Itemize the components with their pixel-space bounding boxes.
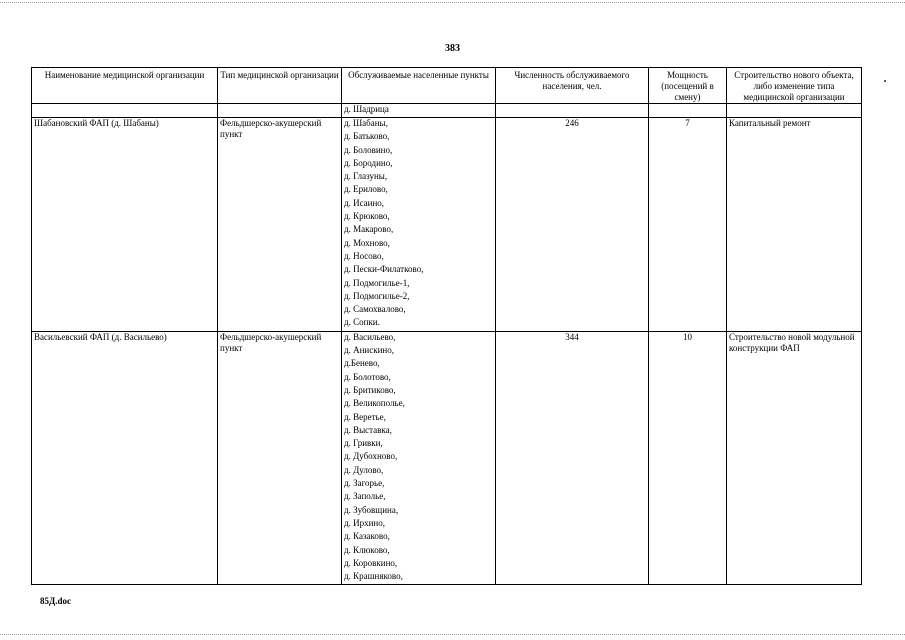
cell-population: 344: [496, 331, 649, 585]
settlement-item: д. Веретье,: [344, 411, 386, 422]
settlement-item: д. Крашняково,: [344, 571, 403, 582]
settlement-item: д. Загорье,: [344, 478, 385, 489]
settlement-item: д.Бенево,: [344, 358, 380, 369]
scan-edge-top: [0, 2, 905, 3]
facilities-table: [31, 67, 862, 585]
settlement-item: д. Бородино,: [344, 157, 393, 168]
table-row-vasilevo: [32, 331, 862, 585]
settlement-item: д. Анискино,: [344, 345, 394, 356]
page-number: 383: [445, 43, 460, 54]
cell-organization-name: Шабановский ФАП (д. Шабаны): [32, 118, 218, 332]
cell-capacity: 10: [649, 331, 727, 585]
table-row-continuation: [32, 104, 862, 118]
settlement-item: д. Болотово,: [344, 371, 391, 382]
cell-empty: [649, 104, 727, 118]
settlement-item: д. Заполье,: [344, 491, 386, 502]
settlement-item: д. Боловино,: [344, 144, 393, 155]
settlement-item: д. Дубохново,: [344, 451, 398, 462]
settlement-item: д. Васильево,: [344, 331, 396, 342]
cell-empty: [218, 104, 342, 118]
settlement-item: д. Исаино,: [344, 197, 385, 208]
cell-settlements: [342, 331, 496, 585]
settlement-item: д. Выставка,: [344, 424, 392, 435]
settlement-item: д. Клюково,: [344, 544, 390, 555]
cell-organization-type: Фельдшерско-акушерский пункт: [218, 331, 342, 585]
cell-empty: [32, 104, 218, 118]
settlement-item: д. Ирхино,: [344, 517, 385, 528]
settlement-item: д. Подмогилье-2,: [344, 290, 410, 301]
settlement-item: д. Глазуны,: [344, 171, 388, 182]
header-organization-name: Наименование медицинской организации: [32, 68, 218, 104]
cell-population: 246: [496, 118, 649, 332]
header-capacity: Мощность (посещений в смену): [649, 68, 727, 104]
settlement-item: д. Батьково,: [344, 131, 390, 142]
header-settlements: Обслуживаемые населенные пункты: [342, 68, 496, 104]
header-population: Численность обслуживаемого населения, чел.: [496, 68, 649, 104]
settlement-item: д. Гривки,: [344, 438, 383, 449]
settlement-item: д. Ерилово,: [344, 184, 388, 195]
scan-edge-bottom: [0, 634, 905, 635]
settlement-item: д. Макарово,: [344, 224, 394, 235]
settlement-item: д. Зубовщина,: [344, 504, 399, 515]
table-header-row: [32, 68, 862, 104]
footer-filename: 85Д.doc: [40, 596, 71, 606]
settlement-item: д. Коровкино,: [344, 557, 398, 568]
cell-empty: [496, 104, 649, 118]
settlement-item: д. Дулово,: [344, 464, 384, 475]
cell-settlements: [342, 118, 496, 332]
header-construction: Строительство нового объекта, либо изменение типа медицинской организации: [727, 68, 862, 104]
settlement-item: д. Мохново,: [344, 237, 390, 248]
settlement-item: д. Пески-Филатково,: [344, 264, 424, 275]
settlement-item: д. Бритиково,: [344, 384, 396, 395]
settlement-item: д. Великополье,: [344, 398, 405, 409]
cell-organization-name: Васильевский ФАП (д. Васильево): [32, 331, 218, 585]
settlement-item: д. Носово,: [344, 250, 384, 261]
scan-artifact-dot: [884, 80, 886, 82]
settlement-item: д. Самохвалово,: [344, 304, 406, 315]
settlement-item: д. Шабаны,: [344, 118, 388, 128]
settlement-item: д. Крюково,: [344, 211, 390, 222]
cell-capacity: 7: [649, 118, 727, 332]
header-organization-type: Тип медицинской организации: [218, 68, 342, 104]
settlement-item: д. Казаково,: [344, 531, 390, 542]
cell-construction: Строительство новой модульной конструкции ФАП: [727, 331, 862, 585]
cell-construction: Капитальный ремонт: [727, 118, 862, 332]
cell-settlement-continuation: д. Шадрица: [342, 104, 496, 118]
cell-organization-type: Фельдшерско-акушерский пункт: [218, 118, 342, 332]
facilities-table-wrapper: [31, 67, 861, 585]
table-row-shabany: [32, 118, 862, 332]
settlement-item: д. Сопки.: [344, 317, 380, 328]
settlement-item: д. Подмогилье-1,: [344, 277, 410, 288]
cell-empty: [727, 104, 862, 118]
